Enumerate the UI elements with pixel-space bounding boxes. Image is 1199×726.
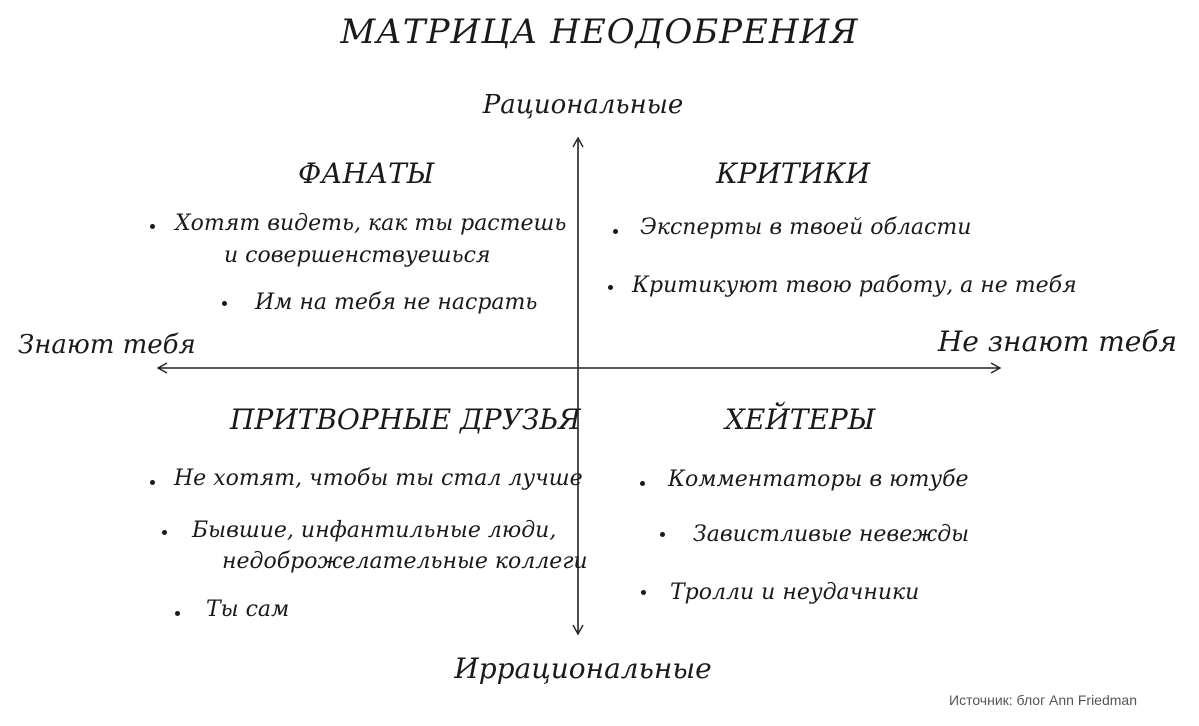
bullet-icon (175, 611, 180, 616)
bullet-icon (640, 481, 645, 486)
bullet-icon (641, 590, 646, 595)
bullet-icon (150, 480, 155, 485)
bullet-icon (222, 301, 227, 306)
fake-friends-bullet-3: Ты сам (206, 597, 290, 622)
critics-bullet-1: Эксперты в твоей области (640, 215, 972, 240)
fake-friends-bullet-2: Бывшие, инфантильные люди, (192, 518, 557, 543)
quadrant-title-fans: ФАНАТЫ (298, 157, 435, 190)
quadrant-title-haters: ХЕЙТЕРЫ (725, 403, 876, 436)
axis-label-left: Знают тебя (18, 330, 196, 360)
bullet-icon (613, 229, 618, 234)
quadrant-title-fake-friends: ПРИТВОРНЫЕ ДРУЗЬЯ (230, 403, 581, 436)
critics-bullet-2: Критикуют твою работу, а не тебя (632, 273, 1077, 298)
haters-bullet-2: Завистливые невежды (693, 522, 970, 547)
quadrant-title-critics: КРИТИКИ (716, 157, 871, 190)
haters-bullet-1: Комментаторы в ютубе (668, 467, 969, 492)
axis-label-top: Рациональные (482, 90, 684, 120)
fake-friends-bullet-2-cont: недоброжелательные коллеги (222, 549, 588, 574)
fans-bullet-1-cont: и совершенствуешься (224, 243, 491, 268)
bullet-icon (150, 224, 155, 229)
fans-bullet-2: Им на тебя не насрать (255, 290, 538, 315)
fake-friends-bullet-1: Не хотят, чтобы ты стал лучше (174, 466, 583, 491)
bullet-icon (608, 285, 613, 290)
page-title: МАТРИЦА НЕОДОБРЕНИЯ (340, 12, 859, 52)
bullet-icon (660, 532, 665, 537)
axis-label-right: Не знают тебя (937, 325, 1177, 358)
haters-bullet-3: Тролли и неудачники (670, 580, 920, 605)
source-caption: Источник: блог Ann Friedman (949, 692, 1137, 708)
axis-label-bottom: Иррациональные (454, 652, 712, 685)
fans-bullet-1: Хотят видеть, как ты растешь (175, 211, 567, 236)
bullet-icon (162, 530, 167, 535)
